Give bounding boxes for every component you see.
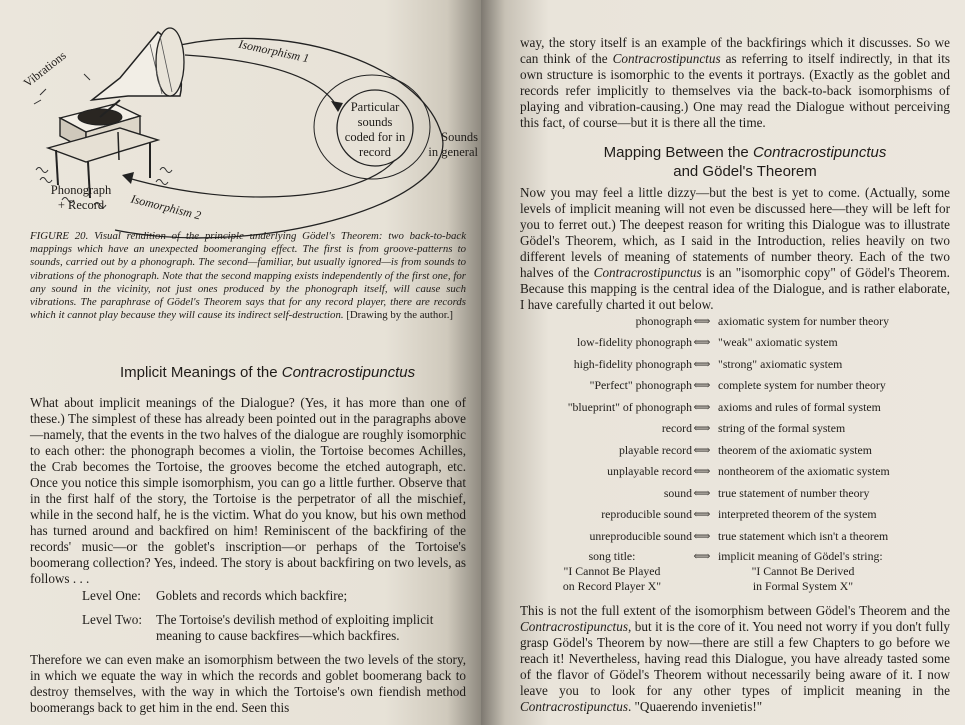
section-heading-mapping — [560, 143, 930, 181]
mapping-row — [520, 355, 950, 373]
left-page — [0, 0, 481, 725]
mapping-row — [520, 441, 950, 459]
text-run: way, the story itself is an example of the backfirings which it discusses. So we can think of the — [520, 35, 950, 66]
mapping-right: axiomatic system for number theory — [718, 314, 890, 328]
double-arrow-icon: ⟺ — [693, 378, 711, 392]
double-arrow-icon: ⟺ — [693, 464, 711, 478]
levels-list — [82, 588, 462, 652]
italic-run: Contracrostipunctus — [520, 699, 628, 714]
mapping-left: "blueprint" of phonograph — [567, 400, 692, 414]
song-right-line: "I Cannot Be Derived — [751, 564, 855, 578]
song-left-line: "I Cannot Be Played — [563, 564, 661, 578]
right-paragraph-1 — [520, 35, 950, 131]
mapping-left: phonograph — [635, 314, 692, 328]
left-paragraph-1: What about implicit meanings of the Dialogue? (Yes, it has more than one of these.) The simplest of these has already been pointed out in the paragraphs above—namely, that the events in the two halves of the dialogue are roughly isomorphic to each other: the phonograph becomes a violin, the Tortoise becomes Achilles, the Crab becomes the Tortoise, the grooves become the etched autograph, etc. Once you notice this simple isomorphism, you can go a little further. Observe that in the first half of the story, the Tortoise is the perpetrator of all the mischief, while in the second half, he is the victim. What do you know, but his own method has turned around and backfired on him! Reminiscent of the backfiring of the records' music—or the goblet's inscription—or perhaps of the Tortoise's boomerang collection? Yes, indeed. The story is about backfiring on two levels, as follows . . . — [30, 395, 466, 586]
italic-run: Contracrostipunctus — [593, 265, 702, 280]
mapping-row — [520, 333, 950, 351]
level-row — [82, 588, 462, 604]
phonograph-line: + Record — [57, 198, 105, 212]
italic-run: Contracrostipunctus — [520, 619, 628, 634]
song-left — [532, 549, 692, 594]
left-paragraph-2: Therefore we can even make an isomorphism between the two levels of the story, in which we equate the way in which the records and goblet boomerang back to destroy themselves, with the way in which the Tortoise's own fiendish method boomerangs back to get him in the end. Seen this — [30, 652, 466, 715]
mapping-left: high-fidelity phonograph — [573, 357, 692, 371]
song-right-line: implicit meaning of Gödel's string: — [718, 549, 883, 563]
mapping-row — [520, 505, 950, 523]
vibrations-label: Vibrations — [20, 48, 69, 90]
mapping-row — [520, 398, 950, 416]
mapping-right: complete system for number theory — [718, 378, 886, 392]
double-arrow-icon: ⟺ — [693, 357, 711, 371]
isomorphism-2-label: Isomorphism 2 — [129, 191, 203, 223]
double-arrow-icon: ⟺ — [693, 443, 711, 457]
mapping-row — [520, 484, 950, 502]
song-left-line: song title: — [588, 549, 636, 563]
particular-line: Particular — [350, 100, 400, 114]
double-arrow-icon: ⟺ — [693, 421, 711, 435]
mapping-row — [520, 527, 950, 545]
sounds-in-general-label — [408, 130, 478, 160]
mapping-left: record — [661, 421, 692, 435]
level-key: Level One: — [82, 588, 141, 603]
double-arrow-icon: ⟺ — [693, 486, 711, 500]
particular-sounds-label — [335, 100, 415, 160]
right-paragraph-2 — [520, 185, 950, 313]
phonograph-line: Phonograph — [50, 183, 112, 197]
text-run: , but it is the core of it. You need not worry if you don't fully grasp Gödel's Theorem by now—there are still a few Chapters to go before we reach it! Nevertheless, having read this Dialogue, you have already tasted some of the flavor of Gödel's Theorem without necessarily being aware of it. I now leave you to look for any other types of implicit meaning in the — [520, 619, 950, 698]
mapping-right: "weak" axiomatic system — [718, 335, 838, 349]
song-right-line: in Formal System X" — [752, 579, 854, 593]
mapping-left: unplayable record — [607, 464, 692, 478]
text-run: . "Quaerendo invenietis!" — [627, 699, 763, 714]
mapping-row — [520, 462, 950, 480]
heading-text: and Gödel's Theorem — [673, 163, 817, 180]
double-arrow-icon: ⟺ — [693, 549, 711, 563]
particular-line: sounds — [357, 115, 393, 129]
double-arrow-icon: ⟺ — [693, 335, 711, 349]
caption-text: FIGURE 20. Visual rendition of the principle underlying Gödel's Theorem: two back-to-back mappings which have an unexpected boomeranging effect. The first is from groove-patterns to sounds, carried out by a phonograph. The second—familiar, but usually ignored—is from sounds to vibrations of the phonograph. Note that the second mapping exists independently of the first one, for any sound in the vicinity, not just ones produced by the phonograph itself, will cause such vibrations. The paraphrase of Gödel's Theorem says that for any record player, there are records which it cannot play because they will cause its indirect self-destruction. — [30, 230, 466, 322]
mapping-right: interpreted theorem of the system — [718, 507, 877, 521]
mapping-left: unreproducible sound — [589, 529, 692, 543]
figure-20 — [0, 0, 481, 240]
mapping-left: low-fidelity phonograph — [577, 335, 692, 349]
mapping-left: playable record — [618, 443, 692, 457]
figure-caption — [30, 230, 466, 322]
caption-credit: [Drawing by the author.] — [346, 309, 454, 322]
particular-line: record — [359, 145, 391, 159]
mapping-right: nontheorem of the axiomatic system — [718, 464, 890, 478]
mapping-row — [520, 419, 950, 437]
mapping-right: true statement of number theory — [718, 486, 870, 500]
mapping-left: reproducible sound — [601, 507, 692, 521]
heading-italic: Contracrostipunctus — [752, 144, 887, 161]
heading-text: Implicit Meanings of the — [120, 364, 282, 381]
double-arrow-icon: ⟺ — [693, 400, 711, 414]
level-key: Level Two: — [82, 612, 142, 627]
level-row — [82, 612, 462, 644]
mapping-right: axioms and rules of formal system — [718, 400, 881, 414]
particular-line: coded for in — [344, 130, 406, 144]
text-run: is an "isomorphic copy" of Gödel's Theorem. Because this mapping is the central idea of the Dialogue, and is rather elaborate, I have carefully charted it out below. — [520, 265, 950, 312]
double-arrow-icon: ⟺ — [693, 314, 711, 328]
level-value: The Tortoise's devilish method of exploiting implicit meaning to cause backfires—which backfires. — [156, 612, 434, 643]
mapping-right: true statement which isn't a theorem — [718, 529, 889, 543]
mapping-right: "strong" axiomatic system — [718, 357, 843, 371]
mapping-right: theorem of the axiomatic system — [718, 443, 872, 457]
double-arrow-icon: ⟺ — [693, 529, 711, 543]
italic-run: Contracrostipunctus — [612, 51, 721, 66]
text-run: as referring to itself indirectly, in that its own structure is isomorphic to the events it portrays. (Exactly as the goblet and records refer implicitly to themselves via the back-to-back isomorphisms of playing and vibration-causing.) One may read the Dialogue without perceiving this fact, of course—but it is there all the time. — [520, 51, 950, 130]
text-run: This is not the full extent of the isomorphism between Gödel's Theorem and the — [520, 603, 950, 618]
sounds-line: Sounds — [441, 130, 478, 144]
mapping-row — [520, 312, 950, 330]
mapping-row — [520, 376, 950, 394]
song-left-line: on Record Player X" — [562, 579, 662, 593]
double-arrow-icon: ⟺ — [693, 507, 711, 521]
right-paragraph-3 — [520, 603, 950, 715]
song-right — [718, 549, 950, 594]
level-value: Goblets and records which backfire; — [156, 588, 348, 603]
phonograph-record-label — [36, 183, 126, 213]
sounds-line: in general — [428, 145, 478, 159]
mapping-right: string of the formal system — [718, 421, 846, 435]
heading-italic: Contracrostipunctus — [281, 364, 416, 381]
mapping-left: sound — [663, 486, 692, 500]
section-heading-implicit — [120, 364, 415, 381]
isomorphism-1-label: Isomorphism 1 — [237, 36, 311, 66]
text-run: Now you may feel a little dizzy—but the best is yet to come. (Actually, some levels of implicit meaning will not even be discussed here—they will be left for you to ferret out.) The deepest reason for writing this Dialogue was to illustrate Gödel's Theorem, which, as I said in the Introduction, relies heavily on two different levels of meaning of statements of number theory. Each of the two halves of the — [520, 185, 950, 280]
heading-text: Mapping Between the — [603, 144, 753, 161]
mapping-left: "Perfect" phonograph — [589, 378, 692, 392]
